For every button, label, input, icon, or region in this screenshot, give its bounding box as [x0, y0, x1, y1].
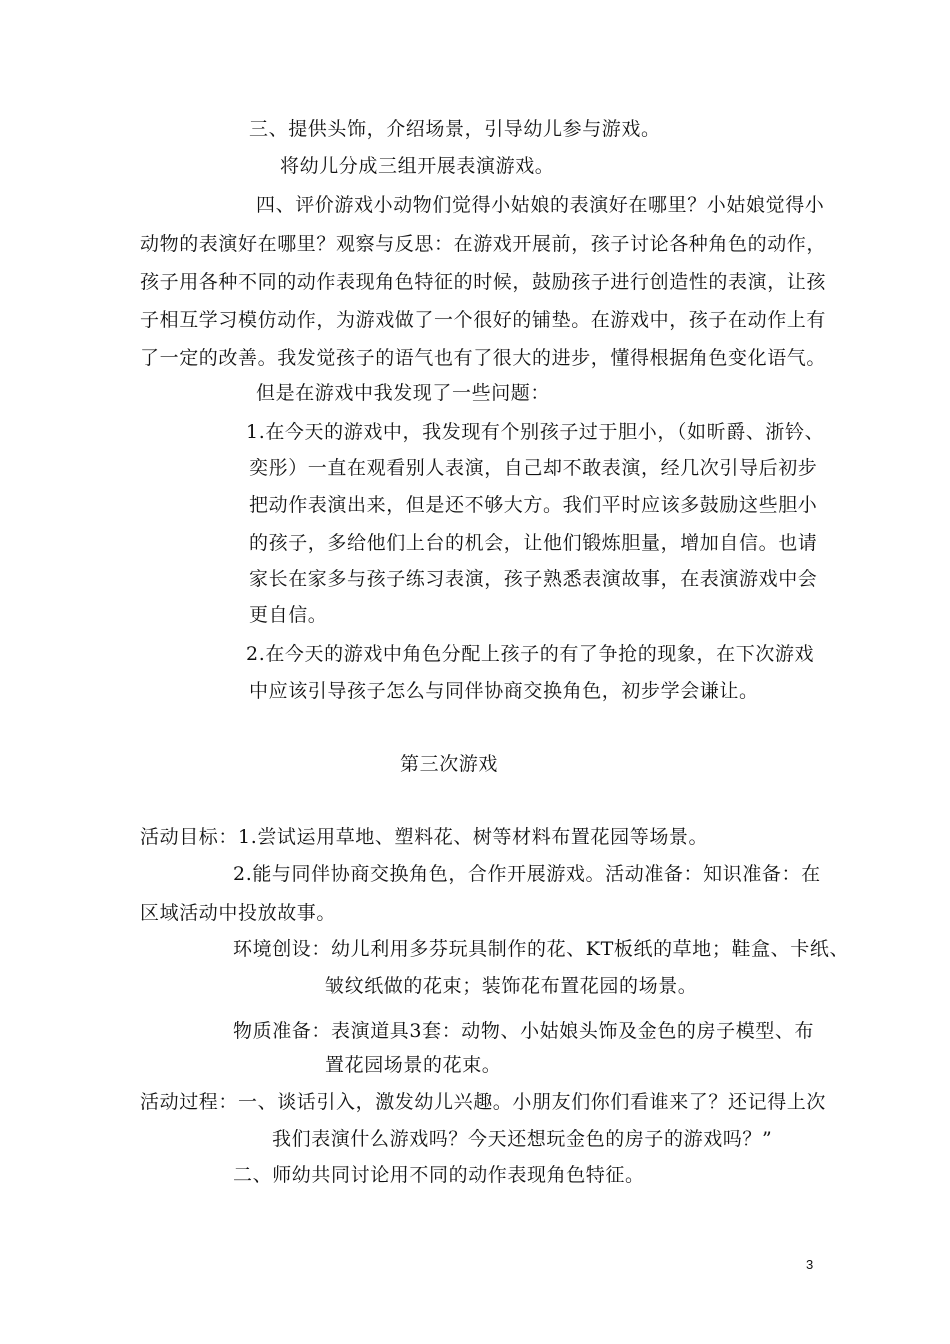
- paragraph-line: 了一定的改善。我发觉孩子的语气也有了很大的进步，懂得根据角色变化语气。: [140, 347, 827, 369]
- list-item-line: 家长在家多与孩子练习表演，孩子熟悉表演故事，在表演游戏中会: [249, 568, 818, 590]
- section-title: 第三次游戏: [400, 753, 499, 775]
- paragraph-line: 三、提供头饰，介绍场景，引导幼儿参与游戏。: [249, 118, 661, 140]
- paragraph-line: 子相互学习模仿动作，为游戏做了一个很好的铺垫。在游戏中，孩子在动作上有: [140, 309, 827, 331]
- activity-line: 区域活动中投放故事。: [140, 902, 337, 924]
- activity-line: 皱纹纸做的花束；装饰花布置花园的场景。: [325, 975, 698, 997]
- activity-line: 活动目标：1.尝试运用草地、塑料花、树等材料布置花园等场景。: [140, 826, 709, 848]
- page-number: 3: [806, 1257, 814, 1272]
- list-item-line: 2.在今天的游戏中角色分配上孩子的有了争抢的现象，在下次游戏: [246, 643, 815, 665]
- paragraph-line: 将幼儿分成三组开展表演游戏。: [280, 155, 555, 177]
- paragraph-line: 孩子用各种不同的动作表现角色特征的时候，鼓励孩子进行创造性的表演，让孩: [140, 271, 827, 293]
- list-item-line: 奕彤）一直在观看别人表演，自己却不敢表演，经几次引导后初步: [249, 457, 818, 479]
- list-item-line: 的孩子，多给他们上台的机会，让他们锻炼胆量，增加自信。也请: [249, 532, 818, 554]
- activity-line: 环境创设：幼儿利用多芬玩具制作的花、KT板纸的草地；鞋盒、卡纸、: [233, 938, 850, 960]
- list-item-line: 1.在今天的游戏中，我发现有个别孩子过于胆小，（如昕爵、浙钤、: [246, 421, 825, 443]
- paragraph-line: 四、评价游戏小动物们觉得小姑娘的表演好在哪里？小姑娘觉得小: [256, 194, 825, 216]
- activity-line: 我们表演什么游戏吗？今天还想玩金色的房子的游戏吗？”: [272, 1128, 773, 1150]
- paragraph-line: 动物的表演好在哪里？观察与反思：在游戏开展前，孩子讨论各种角色的动作，: [140, 233, 827, 255]
- list-item-line: 中应该引导孩子怎么与同伴协商交换角色，初步学会谦让。: [249, 680, 759, 702]
- paragraph-line: 但是在游戏中我发现了一些问题：: [256, 382, 551, 404]
- activity-line: 物质准备：表演道具3套：动物、小姑娘头饰及金色的房子模型、布: [233, 1020, 815, 1042]
- activity-line: 活动过程：一、谈话引入，激发幼儿兴趣。小朋友们你们看谁来了？还记得上次: [140, 1091, 827, 1113]
- activity-line: 置花园场景的花束。: [325, 1054, 502, 1076]
- activity-line: 二、师幼共同讨论用不同的动作表现角色特征。: [233, 1164, 645, 1186]
- activity-line: 2.能与同伴协商交换角色，合作开展游戏。活动准备：知识准备：在: [233, 863, 821, 885]
- list-item-line: 把动作表演出来，但是还不够大方。我们平时应该多鼓励这些胆小: [249, 494, 818, 516]
- list-item-line: 更自信。: [249, 604, 328, 626]
